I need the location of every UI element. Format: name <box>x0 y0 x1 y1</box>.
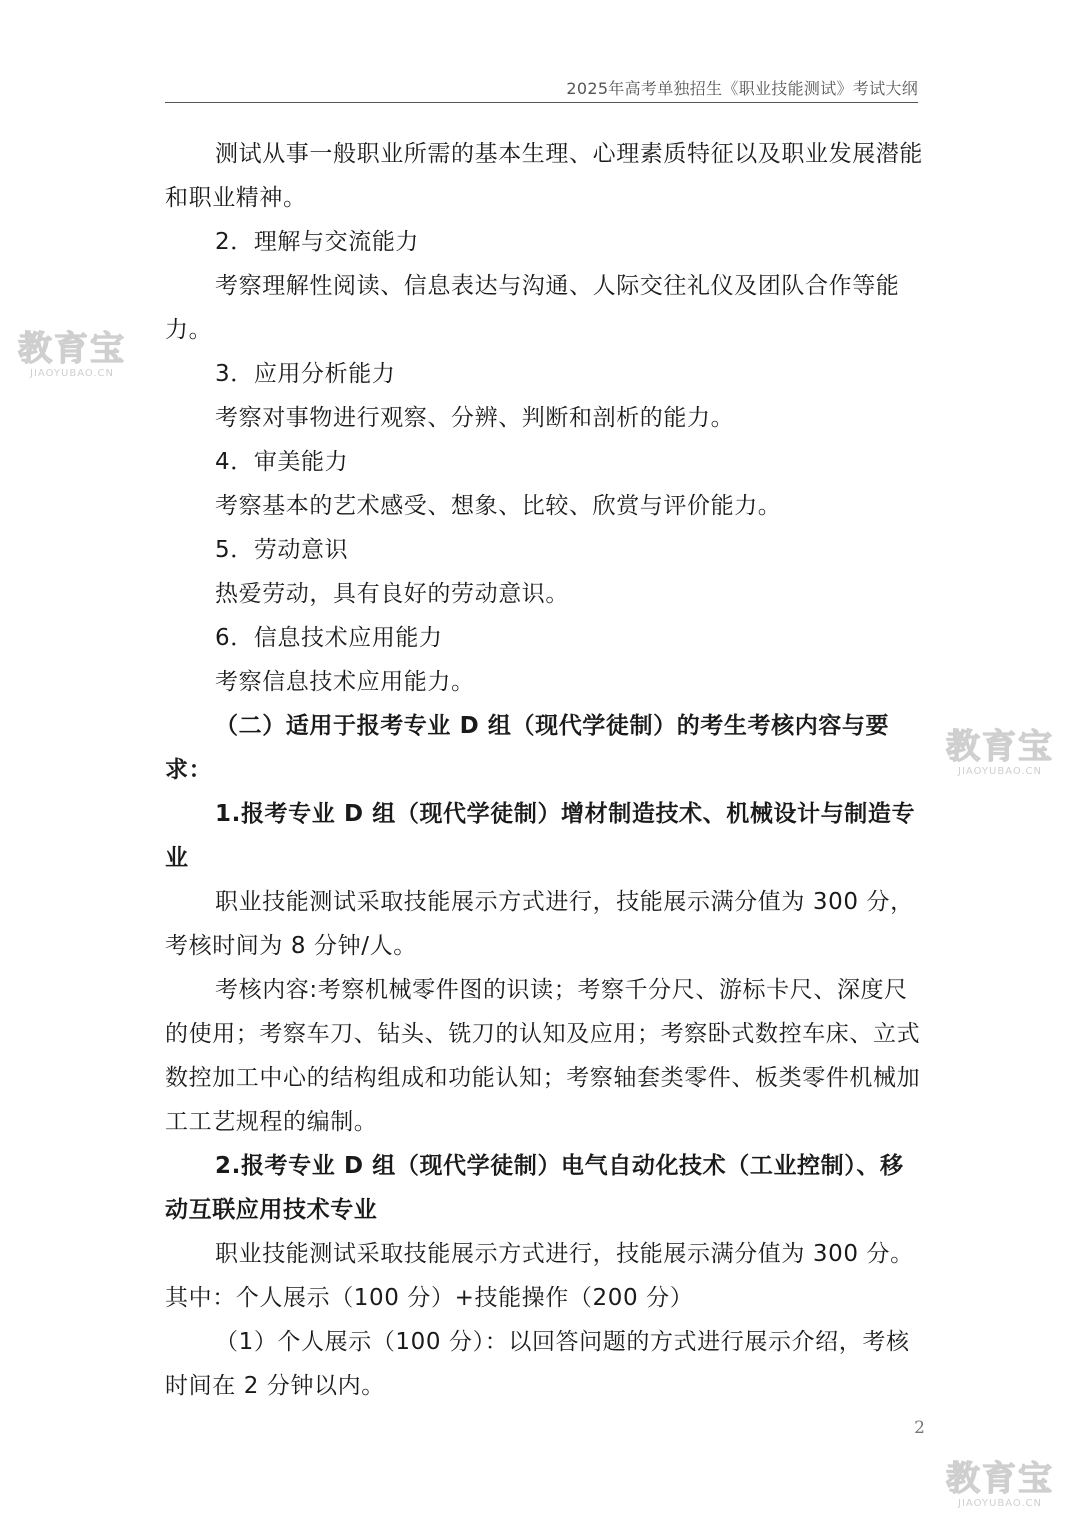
paragraph: 考察对事物进行观察、分辨、判断和剖析的能力。 <box>215 405 735 431</box>
bold-heading: 1.报考专业 D 组（现代学徒制）增材制造技术、机械设计与制造专业 <box>165 801 916 871</box>
watermark-logo <box>940 1460 1060 1510</box>
bold-heading: （二）适用于报考专业 D 组（现代学徒制）的考生考核内容与要求： <box>165 713 890 783</box>
watermark-text-cn: 教育宝 <box>946 1459 1054 1499</box>
paragraph: 测试从事一般职业所需的基本生理、心理素质特征以及职业发展潜能和职业精神。 <box>165 141 923 211</box>
paragraph: 职业技能测试采取技能展示方式进行，技能展示满分值为 300 分，考核时间为 8 分钟/人。 <box>165 889 914 959</box>
bold-heading: 2.报考专业 D 组（现代学徒制）电气自动化技术（工业控制）、移动互联应用技术专业 <box>165 1153 904 1223</box>
section-heading: 6．信息技术应用能力 <box>215 625 443 651</box>
paragraph: 考核内容:考察机械零件图的识读；考察千分尺、游标卡尺、深度尺的使用；考察车刀、钻头、铣刀的认知及应用；考察卧式数控车床、立式数控加工中心的结构组成和功能认知；考察轴套类零件、板类零件机械加工工艺规程的编制。 <box>165 977 921 1135</box>
section-heading: 5．劳动意识 <box>215 537 349 563</box>
paragraph: 考察理解性阅读、信息表达与沟通、人际交往礼仪及团队合作等能力。 <box>165 273 900 343</box>
watermark-text-cn: 教育宝 <box>946 727 1054 767</box>
section-heading: 4．审美能力 <box>215 449 349 475</box>
watermark-text-en: JIAOYUBAO.CN <box>30 368 114 379</box>
section-heading: 3．应用分析能力 <box>215 361 396 387</box>
section-heading: 2．理解与交流能力 <box>215 229 420 255</box>
paragraph: （1）个人展示（100 分）：以回答问题的方式进行展示介绍，考核时间在 2 分钟以内。 <box>165 1329 910 1399</box>
paragraph: 考察信息技术应用能力。 <box>215 669 475 695</box>
watermark-text-cn: 教育宝 <box>18 329 126 369</box>
page-header <box>165 78 918 103</box>
watermark-text-en: JIAOYUBAO.CN <box>958 1498 1042 1509</box>
paragraph: 考察基本的艺术感受、想象、比较、欣赏与评价能力。 <box>215 493 782 519</box>
watermark-logo <box>940 728 1060 778</box>
watermark-text-en: JIAOYUBAO.CN <box>958 766 1042 777</box>
paragraph: 热爱劳动，具有良好的劳动意识。 <box>215 581 569 607</box>
watermark-logo <box>12 330 132 380</box>
header-title: 2025年高考单独招生《职业技能测试》考试大纲 <box>566 79 918 98</box>
page-number: 2 <box>914 1418 925 1438</box>
document-body <box>165 132 925 1408</box>
paragraph: 职业技能测试采取技能展示方式进行，技能展示满分值为 300 分。其中：个人展示（100 分）+技能操作（200 分） <box>165 1241 914 1311</box>
